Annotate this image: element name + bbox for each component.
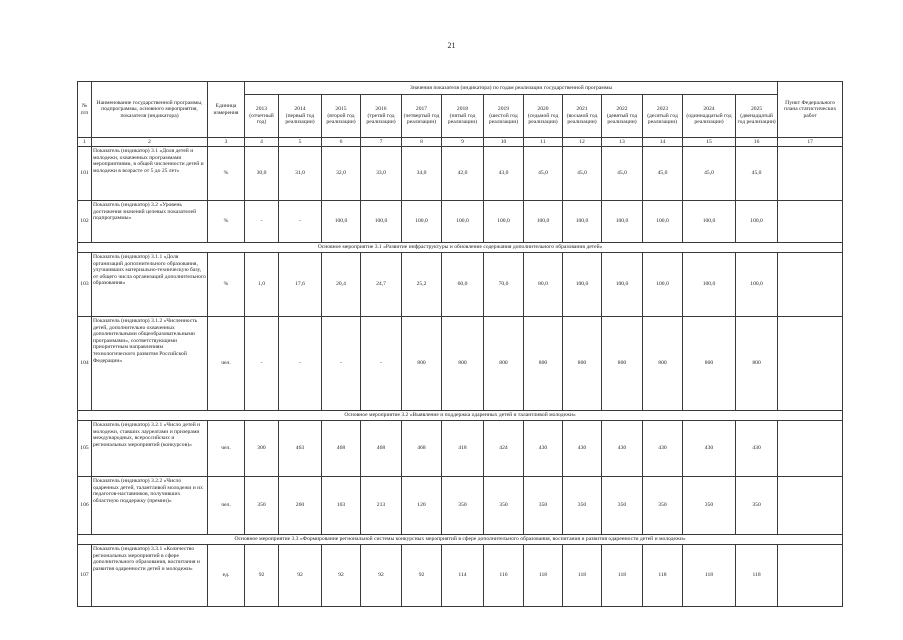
column-number: 6 [322, 138, 361, 147]
value-cell: 800 [442, 317, 484, 411]
value-cell: 80,0 [524, 253, 563, 317]
value-cell: - [322, 317, 361, 411]
year-label: 2020 [537, 106, 549, 113]
year-label: 2019 [497, 106, 510, 113]
header-year-2023 [643, 95, 683, 138]
value-cell: 25,2 [402, 253, 442, 317]
federal-plan-cell [778, 421, 843, 477]
federal-plan-cell [778, 317, 843, 411]
year-label: 2021 [576, 106, 588, 113]
section-row [78, 535, 843, 545]
federal-plan-cell [778, 545, 843, 607]
value-cell: 45,0 [524, 147, 563, 201]
value-cell: 100,0 [563, 253, 602, 317]
value-cell: 800 [602, 317, 643, 411]
federal-plan-cell [778, 253, 843, 317]
column-number: 10 [484, 138, 524, 147]
value-cell: 260 [279, 477, 322, 535]
header-values-group: Значения показателя (индикатора) по годам реализации государственной программы [245, 82, 778, 95]
value-cell: 463 [279, 421, 322, 477]
row-number: 104 [78, 317, 92, 411]
value-cell: - [245, 201, 279, 243]
header-year-2016 [361, 95, 402, 138]
indicator-name: Показатель (индикатор) 3.2 «Уровень достижения значений целевых показателей подпрограммы» [92, 201, 208, 243]
year-note: (десятый год реализации) [647, 112, 678, 126]
value-cell: 430 [563, 421, 602, 477]
value-cell: 100,0 [402, 201, 442, 243]
header-year-2025 [736, 95, 778, 138]
value-cell: 100,0 [643, 253, 683, 317]
year-label: 2013 [255, 106, 268, 113]
header-year-2022 [602, 95, 643, 138]
column-number: 15 [683, 138, 736, 147]
value-cell: 468 [402, 421, 442, 477]
value-cell: 17,6 [279, 253, 322, 317]
value-cell: 30,0 [245, 147, 279, 201]
indicator-name: Показатель (индикатор) 3.1.2 «Численность детей, дополнительно охваченных дополнительными общеобразовательными программами», соответствующими приоритетным направлениям технологического развития Российской Федерации» [92, 317, 208, 411]
year-note: (седьмой год реализации) [527, 112, 559, 126]
value-cell: 43,0 [484, 147, 524, 201]
column-number: 4 [245, 138, 279, 147]
value-cell: 42,0 [442, 147, 484, 201]
value-cell: - [361, 317, 402, 411]
row-number: 106 [78, 477, 92, 535]
header-year-2018 [442, 95, 484, 138]
value-cell: - [245, 317, 279, 411]
column-number: 17 [778, 138, 843, 147]
value-cell: 800 [736, 317, 778, 411]
year-note: (пятый год реализации) [447, 112, 478, 126]
year-note: (отчетный год) [249, 112, 274, 126]
table-row [78, 545, 843, 607]
value-cell: 468 [322, 421, 361, 477]
value-cell: 350 [484, 477, 524, 535]
value-cell: 800 [524, 317, 563, 411]
value-cell: 100,0 [563, 201, 602, 243]
year-label: 2022 [616, 106, 628, 113]
header-year-2017 [402, 95, 442, 138]
value-cell: 430 [602, 421, 643, 477]
table-row [78, 421, 843, 477]
value-cell: 350 [442, 477, 484, 535]
value-cell: 100,0 [361, 201, 402, 243]
year-label: 2015 [335, 106, 347, 113]
header-year-2013 [245, 95, 279, 138]
year-label: 2014 [294, 106, 306, 113]
value-cell: 45,0 [643, 147, 683, 201]
column-number: 14 [643, 138, 683, 147]
section-row [78, 411, 843, 421]
value-cell: 45,0 [602, 147, 643, 201]
federal-plan-cell [778, 201, 843, 243]
value-cell: 800 [683, 317, 736, 411]
value-cell: 118 [736, 545, 778, 607]
value-cell: 100,0 [736, 253, 778, 317]
value-cell: 32,0 [322, 147, 361, 201]
value-cell: 100,0 [602, 201, 643, 243]
indicators-table [77, 81, 843, 607]
table-row [78, 477, 843, 535]
year-label: 2017 [415, 106, 428, 113]
value-cell: 800 [563, 317, 602, 411]
value-cell: 118 [524, 545, 563, 607]
value-cell: 92 [245, 545, 279, 607]
value-cell: 350 [683, 477, 736, 535]
value-cell: 100,0 [442, 201, 484, 243]
unit-cell: ед. [208, 545, 245, 607]
value-cell: 114 [442, 545, 484, 607]
year-label: 2016 [375, 106, 387, 113]
table-row [78, 317, 843, 411]
value-cell: 213 [361, 477, 402, 535]
year-note: (первый год реализации) [285, 112, 315, 126]
value-cell: 92 [279, 545, 322, 607]
value-cell: 118 [683, 545, 736, 607]
value-cell: 118 [643, 545, 683, 607]
indicator-name: Показатель (индикатор) 3.1 «Доля детей и молодежи, охваченных программами мероприятиями, в общей численности детей и молодежи в возрасте от 5 до 25 лет» [92, 147, 208, 201]
section-title: Основное мероприятие 3.1 «Развитие инфраструктуры и обновление содержания дополнительного образования детей» [78, 243, 843, 253]
year-note: (третий год реализации) [366, 112, 396, 126]
value-cell: 350 [524, 477, 563, 535]
column-number: 13 [602, 138, 643, 147]
header-year-2019 [484, 95, 524, 138]
column-number: 16 [736, 138, 778, 147]
value-cell: - [279, 317, 322, 411]
value-cell: 120 [402, 477, 442, 535]
unit-cell: чел. [208, 317, 245, 411]
year-note: (второй год реализации) [326, 112, 356, 126]
unit-cell: чел. [208, 477, 245, 535]
year-label: 2018 [456, 106, 469, 113]
value-cell: 118 [563, 545, 602, 607]
unit-cell: % [208, 147, 245, 201]
column-number: 9 [442, 138, 484, 147]
value-cell: 430 [683, 421, 736, 477]
year-note: (девятый год реализации) [606, 112, 638, 126]
value-cell: 100,0 [602, 253, 643, 317]
year-note: (одиннадцатый год реализации) [686, 112, 732, 126]
value-cell: 100,0 [322, 201, 361, 243]
header-no: № п/п [78, 82, 92, 138]
header-year-2015 [322, 95, 361, 138]
year-note: (восьмой год реализации) [566, 112, 598, 126]
value-cell: 100,0 [643, 201, 683, 243]
column-numbers-row [78, 138, 843, 147]
year-label: 2025 [750, 106, 763, 113]
row-number: 102 [78, 201, 92, 243]
value-cell: 350 [643, 477, 683, 535]
header-name: Наименование государственной программы, подпрограммы, основного мероприятия, показателя (индикатора) [92, 82, 208, 138]
row-number: 107 [78, 545, 92, 607]
column-number: 5 [279, 138, 322, 147]
page-number: 21 [447, 41, 456, 50]
header-year-2021 [563, 95, 602, 138]
value-cell: 350 [245, 477, 279, 535]
value-cell: 350 [563, 477, 602, 535]
unit-cell: чел. [208, 421, 245, 477]
value-cell: 31,0 [279, 147, 322, 201]
value-cell: 118 [602, 545, 643, 607]
header-federal-plan: Пункт Федерального плана статистических работ [778, 82, 843, 138]
indicator-name: Показатель (индикатор) 3.3.1 «Количество региональных мероприятий в сфере дополнительного образования, воспитания и развития одаренности детей и молодежи» [92, 545, 208, 607]
value-cell: 100,0 [683, 253, 736, 317]
value-cell: 100,0 [524, 201, 563, 243]
value-cell: 350 [602, 477, 643, 535]
value-cell: 100,0 [484, 201, 524, 243]
row-number: 105 [78, 421, 92, 477]
value-cell: 92 [322, 545, 361, 607]
value-cell: 45,0 [736, 147, 778, 201]
value-cell: 430 [643, 421, 683, 477]
indicator-name: Показатель (индикатор) 3.2.2 «Число одаренных детей, талантливой молодежи и их педагогов-наставников, получивших областную поддержку (премии)» [92, 477, 208, 535]
year-note: (четвертый год реализации) [403, 112, 440, 126]
indicator-name: Показатель (индикатор) 3.2.1 «Число детей и молодежи, ставших лауреатами и призерами международных, всероссийских и региональных мероприятий (конкурсов)» [92, 421, 208, 477]
unit-cell: % [208, 253, 245, 317]
unit-cell: % [208, 201, 245, 243]
value-cell: 424 [484, 421, 524, 477]
column-number: 7 [361, 138, 402, 147]
value-cell: 33,0 [361, 147, 402, 201]
value-cell: 45,0 [683, 147, 736, 201]
value-cell: - [279, 201, 322, 243]
value-cell: 24,7 [361, 253, 402, 317]
value-cell: 800 [643, 317, 683, 411]
value-cell: 418 [442, 421, 484, 477]
value-cell: 45,0 [563, 147, 602, 201]
table-row [78, 147, 843, 201]
column-number: 1 [78, 138, 92, 147]
column-number: 12 [563, 138, 602, 147]
row-number: 103 [78, 253, 92, 317]
column-number: 8 [402, 138, 442, 147]
section-title: Основное мероприятие 3.3 «Формирование региональной системы конкурсных мероприятий в сфере дополнительного образования, воспитания и развития одаренности детей и молодежи» [78, 535, 843, 545]
value-cell: 800 [402, 317, 442, 411]
value-cell: 430 [524, 421, 563, 477]
value-cell: 103 [322, 477, 361, 535]
value-cell: 1,0 [245, 253, 279, 317]
table-row [78, 253, 843, 317]
value-cell: 468 [361, 421, 402, 477]
value-cell: 430 [736, 421, 778, 477]
year-label: 2023 [656, 106, 669, 113]
header-unit: Единица измерения [208, 82, 245, 138]
indicator-name: Показатель (индикатор) 3.1.1 «Доля организаций дополнительного образования, улучшивших материально-техническую базу, от общего числа организаций дополнительного образования» [92, 253, 208, 317]
value-cell: 92 [361, 545, 402, 607]
value-cell: 60,0 [442, 253, 484, 317]
value-cell: 100,0 [683, 201, 736, 243]
row-number: 101 [78, 147, 92, 201]
value-cell: 116 [484, 545, 524, 607]
column-number: 3 [208, 138, 245, 147]
value-cell: 70,0 [484, 253, 524, 317]
table-row [78, 201, 843, 243]
value-cell: 100,0 [736, 201, 778, 243]
header-year-2014 [279, 95, 322, 138]
value-cell: 20,4 [322, 253, 361, 317]
value-cell: 800 [484, 317, 524, 411]
header-row [78, 82, 843, 95]
section-title: Основное мероприятие 3.2 «Выявление и поддержка одаренных детей и талантливой молодежи» [78, 411, 843, 421]
federal-plan-cell [778, 147, 843, 201]
year-label: 2024 [703, 106, 715, 113]
column-number: 11 [524, 138, 563, 147]
year-note: (двенадцатый год реализации) [737, 112, 776, 126]
header-year-2020 [524, 95, 563, 138]
value-cell: 300 [245, 421, 279, 477]
header-year-2024 [683, 95, 736, 138]
federal-plan-cell [778, 477, 843, 535]
section-row [78, 243, 843, 253]
value-cell: 92 [402, 545, 442, 607]
value-cell: 34,0 [402, 147, 442, 201]
value-cell: 350 [736, 477, 778, 535]
year-note: (шестой год реализации) [488, 112, 519, 126]
column-number: 2 [92, 138, 208, 147]
